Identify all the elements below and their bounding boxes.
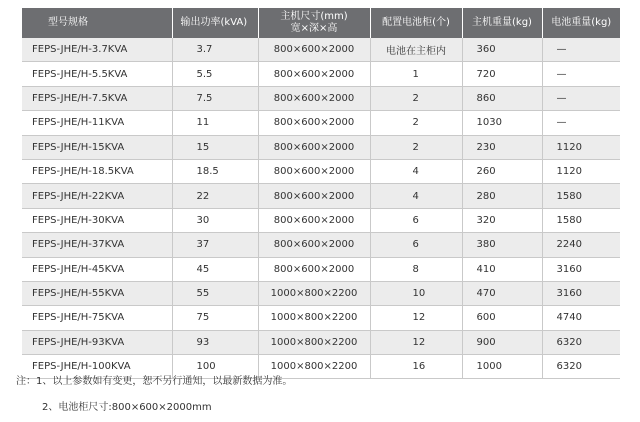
header-dimensions-line2: 宽×深×高 — [290, 23, 338, 34]
cell-battery-cabinets: 4 — [370, 159, 462, 183]
cell-dimensions: 1000×800×2200 — [258, 330, 370, 354]
table-row — [22, 184, 620, 208]
table-row — [22, 257, 620, 281]
cell-model: FEPS-JHE/H-75KVA — [22, 306, 172, 330]
cell-model: FEPS-JHE/H-15KVA — [22, 135, 172, 159]
note-line-1: 注：1、以上参数如有变更，恕不另行通知，以最新数据为准。 — [16, 376, 293, 387]
cell-model: FEPS-JHE/H-45KVA — [22, 257, 172, 281]
cell-battery-cabinets: 6 — [370, 233, 462, 257]
cell-dimensions: 800×600×2000 — [258, 111, 370, 135]
cell-dimensions: 1000×800×2200 — [258, 281, 370, 305]
header-model: 型号规格 — [22, 8, 172, 38]
cell-model: FEPS-JHE/H-93KVA — [22, 330, 172, 354]
cell-battery-weight: 2240 — [542, 233, 620, 257]
spec-table — [22, 8, 620, 379]
cell-battery-cabinets: 2 — [370, 135, 462, 159]
cell-dimensions: 1000×800×2200 — [258, 306, 370, 330]
cell-model: FEPS-JHE/H-22KVA — [22, 184, 172, 208]
cell-model: FEPS-JHE/H-100KVA — [22, 355, 172, 379]
cell-host-weight: 900 — [462, 330, 542, 354]
cell-host-weight: 280 — [462, 184, 542, 208]
cell-host-weight: 1030 — [462, 111, 542, 135]
cell-model: FEPS-JHE/H-37KVA — [22, 233, 172, 257]
cell-dimensions: 800×600×2000 — [258, 135, 370, 159]
cell-dimensions: 800×600×2000 — [258, 184, 370, 208]
cell-host-weight: 260 — [462, 159, 542, 183]
cell-battery-cabinets: 16 — [370, 355, 462, 379]
table-row — [22, 38, 620, 62]
cell-model: FEPS-JHE/H-18.5KVA — [22, 159, 172, 183]
cell-battery-weight: 1120 — [542, 135, 620, 159]
cell-host-weight: 470 — [462, 281, 542, 305]
cell-host-weight: 860 — [462, 86, 542, 110]
cell-battery-weight: 1580 — [542, 184, 620, 208]
cell-battery-cabinets: 2 — [370, 111, 462, 135]
cell-model: FEPS-JHE/H-3.7KVA — [22, 38, 172, 62]
cell-power: 22 — [172, 184, 258, 208]
cell-host-weight: 410 — [462, 257, 542, 281]
header-host-weight: 主机重量(kg) — [462, 8, 542, 38]
cell-battery-cabinets: 4 — [370, 184, 462, 208]
cell-power: 30 — [172, 208, 258, 232]
table-body — [22, 38, 620, 379]
cell-battery-weight: — — [542, 62, 620, 86]
note-line-2: 2、电池柜尺寸:800×600×2000mm — [42, 402, 212, 413]
cell-power: 100 — [172, 355, 258, 379]
cell-dimensions: 800×600×2000 — [258, 159, 370, 183]
table-row — [22, 233, 620, 257]
cell-battery-cabinets: 2 — [370, 86, 462, 110]
cell-battery-cabinets: 电池在主柜内 — [370, 38, 462, 62]
cell-battery-weight: 3160 — [542, 281, 620, 305]
cell-power: 55 — [172, 281, 258, 305]
cell-model: FEPS-JHE/H-11KVA — [22, 111, 172, 135]
cell-host-weight: 1000 — [462, 355, 542, 379]
table-row — [22, 208, 620, 232]
cell-battery-weight: — — [542, 38, 620, 62]
cell-dimensions: 800×600×2000 — [258, 38, 370, 62]
cell-power: 93 — [172, 330, 258, 354]
cell-battery-weight: 6320 — [542, 355, 620, 379]
cell-host-weight: 720 — [462, 62, 542, 86]
cell-host-weight: 600 — [462, 306, 542, 330]
notes — [16, 374, 292, 416]
cell-dimensions: 800×600×2000 — [258, 257, 370, 281]
cell-power: 75 — [172, 306, 258, 330]
cell-power: 7.5 — [172, 86, 258, 110]
cell-power: 45 — [172, 257, 258, 281]
cell-battery-weight: 6320 — [542, 330, 620, 354]
cell-dimensions: 800×600×2000 — [258, 62, 370, 86]
cell-battery-cabinets: 6 — [370, 208, 462, 232]
cell-host-weight: 320 — [462, 208, 542, 232]
table-row — [22, 306, 620, 330]
table-row — [22, 86, 620, 110]
cell-dimensions: 800×600×2000 — [258, 208, 370, 232]
table-header — [22, 8, 620, 38]
header-power: 输出功率(kVA) — [172, 8, 258, 38]
cell-battery-cabinets: 10 — [370, 281, 462, 305]
cell-battery-weight: — — [542, 86, 620, 110]
cell-battery-cabinets: 12 — [370, 330, 462, 354]
cell-battery-weight: 4740 — [542, 306, 620, 330]
table-row — [22, 111, 620, 135]
header-battery-cabinets: 配置电池柜(个) — [370, 8, 462, 38]
cell-model: FEPS-JHE/H-55KVA — [22, 281, 172, 305]
header-dimensions — [258, 8, 370, 38]
cell-model: FEPS-JHE/H-30KVA — [22, 208, 172, 232]
cell-power: 37 — [172, 233, 258, 257]
cell-model: FEPS-JHE/H-7.5KVA — [22, 86, 172, 110]
cell-battery-weight: — — [542, 111, 620, 135]
cell-battery-weight: 3160 — [542, 257, 620, 281]
table-row — [22, 330, 620, 354]
table-row — [22, 62, 620, 86]
cell-battery-cabinets: 12 — [370, 306, 462, 330]
table-row — [22, 135, 620, 159]
cell-dimensions: 1000×800×2200 — [258, 355, 370, 379]
cell-power: 11 — [172, 111, 258, 135]
cell-model: FEPS-JHE/H-5.5KVA — [22, 62, 172, 86]
table-row — [22, 281, 620, 305]
cell-battery-cabinets: 8 — [370, 257, 462, 281]
table-row — [22, 159, 620, 183]
cell-battery-weight: 1580 — [542, 208, 620, 232]
cell-dimensions: 800×600×2000 — [258, 86, 370, 110]
cell-power: 15 — [172, 135, 258, 159]
cell-battery-weight: 1120 — [542, 159, 620, 183]
cell-host-weight: 360 — [462, 38, 542, 62]
cell-power: 5.5 — [172, 62, 258, 86]
header-dimensions-line1: 主机尺寸(mm) — [280, 11, 348, 22]
cell-power: 18.5 — [172, 159, 258, 183]
cell-power: 3.7 — [172, 38, 258, 62]
cell-battery-cabinets: 1 — [370, 62, 462, 86]
header-battery-weight: 电池重量(kg) — [542, 8, 620, 38]
cell-dimensions: 800×600×2000 — [258, 233, 370, 257]
cell-host-weight: 230 — [462, 135, 542, 159]
cell-host-weight: 380 — [462, 233, 542, 257]
